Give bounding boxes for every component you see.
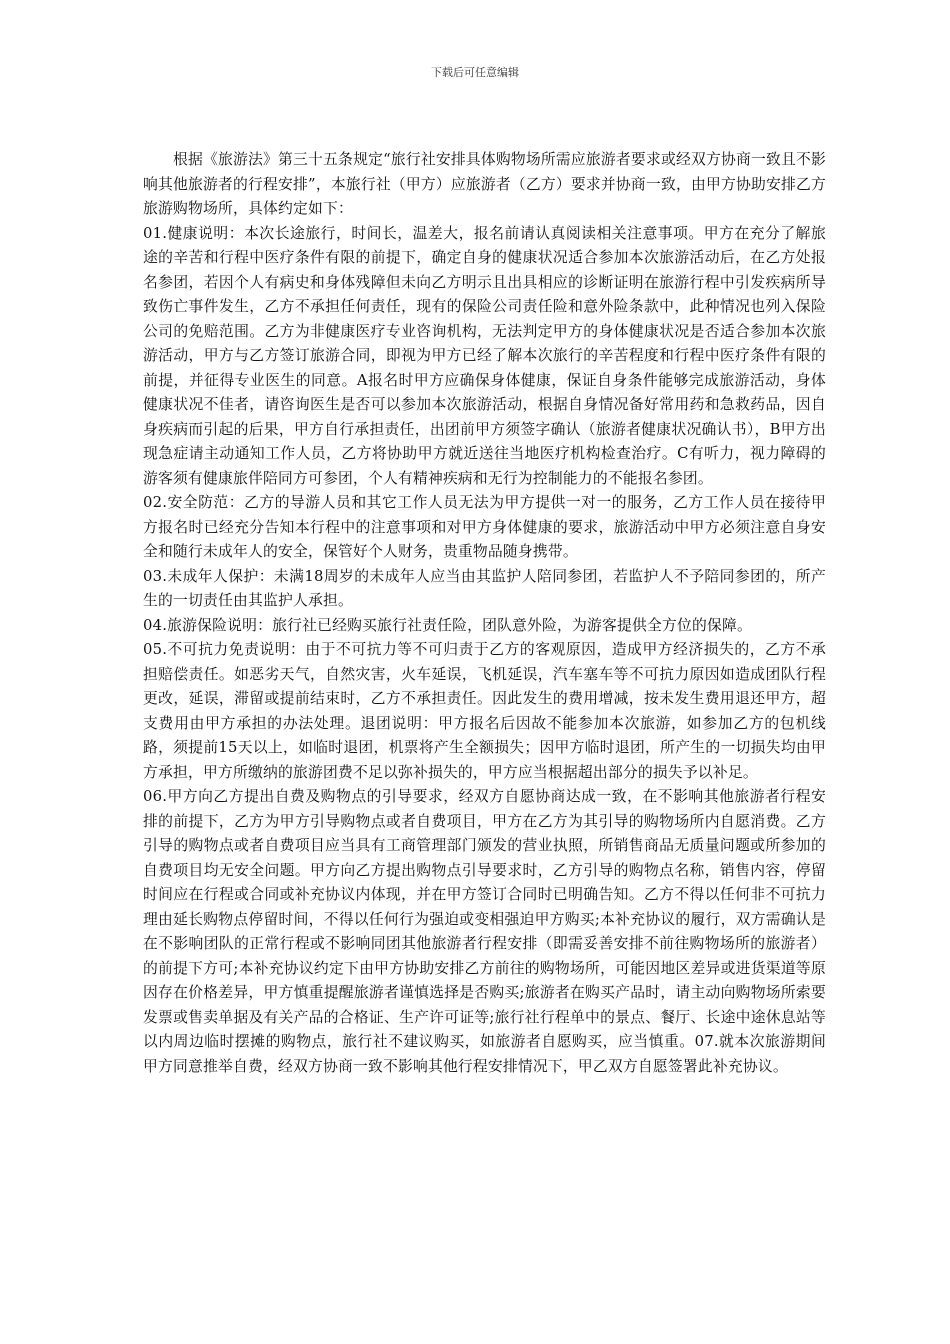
intro-paragraph: 根据《旅游法》第三十五条规定“旅行社安排具体购物场所需应旅游者要求或经双方协商一致且不影响其他旅游者的行程安排”，本旅行社（甲方）应旅游者（乙方）要求并协商一致，由甲方协助安排乙方旅游购物场所，具体约定如下：: [143, 151, 826, 217]
clause-01-health: 01.健康说明：本次长途旅行，时间长，温差大，报名前请认真阅读相关注意事项。甲方在充分了解旅途的辛苦和行程中医疗条件有限的前提下，确定自身的健康状况适合参加本次旅游活动后，在乙方处报名参团，若因个人有病史和身体残障但未向乙方明示且出具相应的诊断证明在旅游行程中引发疾病所导致伤亡事件发生，乙方不承担任何责任，现有的保险公司责任险和意外险条款中，此种情况也列入保险公司的免赔范围。乙方为非健康医疗专业咨询机构，无法判定甲方的身体健康状况是否适合参加本次旅游活动，甲方与乙方签订旅游合同，即视为甲方已经了解本次旅行的辛苦程度和行程中医疗条件有限的前提，并征得专业医生的同意。A报名时甲方应确保身体健康，保证自身条件能够完成旅游活动，身体健康状况不佳者，请咨询医生是否可以参加本次旅游活动，根据自身情况备好常用药和急救药品，因自身疾病而引起的后果，甲方自行承担责任，出团前甲方须签字确认（旅游者健康状况确认书），B甲方出现急症请主动通知工作人员，乙方将协助甲方就近送往当地医疗机构检查治疗。C有听力，视力障碍的游客须有健康旅伴陪同方可参团，个人有精神疾病和无行为控制能力的不能报名参团。: [143, 224, 826, 487]
clause-02-safety: 02.安全防范：乙方的导游人员和其它工作人员无法为甲方提供一对一的服务，乙方工作人员在接待甲方报名时已经充分告知本行程中的注意事项和对甲方身体健康的要求，旅游活动中甲方必须注意自身安全和随行未成年人的安全，保管好个人财务，贵重物品随身携带。: [143, 494, 826, 560]
clause-05-force-majeure: 05.不可抗力免责说明：由于不可抗力等不可归责于乙方的客观原因，造成甲方经济损失的，乙方不承担赔偿责任。如恶劣天气，自然灾害，火车延误，飞机延误，汽车塞车等不可抗力原因如造成团队行程更改，延误，滞留或提前结束时，乙方不承担责任。因此发生的费用增减，按未发生费用退还甲方，超支费用由甲方承担的办法处理。退团说明：甲方报名后因故不能参加本次旅游，如参加乙方的包机线路，须提前15天以上，如临时退团，机票将产生全额损失；因甲方临时退团，所产生的一切损失均由甲方承担，甲方所缴纳的旅游团费不足以弥补损失的，甲方应当根据超出部分的损失予以补足。: [143, 641, 826, 781]
clause-06-shopping: 06.甲方向乙方提出自费及购物点的引导要求，经双方自愿协商达成一致，在不影响其他旅游者行程安排的前提下，乙方为甲方引导购物点或者自费项目，甲方在乙方为其引导的购物场所内自愿消费。乙方引导的购物点或者自费项目应当具有工商管理部门颁发的营业执照，所销售商品无质量问题或所参加的自费项目均无安全问题。甲方向乙方提出购物点引导要求时，乙方引导的购物点名称，销售内容，停留时间应在行程或合同或补充协议内体现，并在甲方签订合同时已明确告知。乙方不得以任何非不可抗力理由延长购物点停留时间，不得以任何行为强迫或变相强迫甲方购买;本补充协议的履行，双方需确认是在不影响团队的正常行程或不影响同团其他旅游者行程安排（即需妥善安排不前往购物场所的旅游者）的前提下方可;本补充协议约定下由甲方协助安排乙方前往的购物场所，可能因地区差异或进货渠道等原因存在价格差异，甲方慎重提醒旅游者谨慎选择是否购买;旅游者在购买产品时，请主动向购物场所索要发票或售卖单据及有关产品的合格证、生产许可证等;旅行社行程单中的景点、餐厅、长途中途休息站等以内周边临时摆摊的购物点，旅行社不建议购买，如旅游者自愿购买，应当慎重。07.就本次旅游期间甲方同意推举自费，经双方协商一致不影响其他行程安排情况下，甲乙双方自愿签署此补充协议。: [143, 788, 826, 1075]
agreement-body: [143, 148, 826, 1079]
clause-04-insurance: 04.旅游保险说明：旅行社已经购买旅行社责任险，团队意外险，为游客提供全方位的保障。: [143, 616, 753, 634]
clause-03-minors: 03.未成年人保护：未满18周岁的未成年人应当由其监护人陪同参团，若监护人不予陪同参团的，所产生的一切责任由其监护人承担。: [143, 567, 826, 609]
page-header: 下载后可任意编辑: [431, 66, 519, 79]
